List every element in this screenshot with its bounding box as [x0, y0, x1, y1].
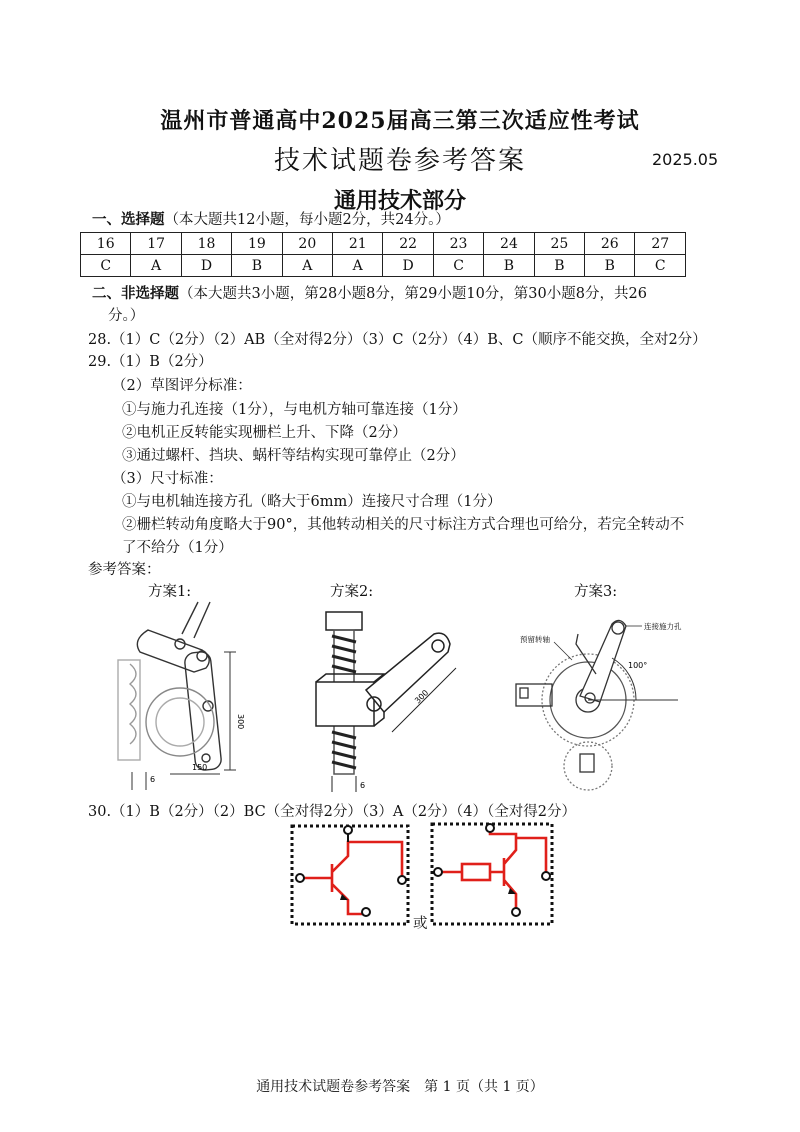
exam-date: 2025.05 — [652, 150, 719, 169]
table-cell: 18 — [181, 233, 231, 255]
link-bar — [137, 630, 209, 672]
table-cell: 24 — [484, 233, 534, 255]
small-gear-shaft — [580, 754, 594, 772]
pivot-hole — [175, 639, 185, 649]
scheme1-dim-a: 300 — [236, 714, 245, 730]
resistor — [462, 864, 490, 880]
table-cell: C — [635, 255, 686, 277]
table-row-answers — [81, 255, 686, 277]
part2-heading-line — [92, 282, 647, 303]
table-cell: A — [131, 255, 181, 277]
q29-line2: （2）草图评分标准： — [112, 378, 252, 394]
scheme3-label-a: 预留转轴 — [520, 635, 550, 644]
table-cell: B — [232, 255, 282, 277]
table-cell: 25 — [534, 233, 584, 255]
scheme2-caption: 方案2: — [330, 584, 374, 600]
scheme3-caption: 方案3: — [574, 584, 618, 600]
q29-line7: ①与电机轴连接方孔（略大于6mm）连接尺寸合理（1分） — [122, 494, 502, 510]
page-footer: 通用技术试题卷参考答案 第 1 页（共 1 页） — [256, 1079, 544, 1095]
q28-answer: 28.（1）C（2分）（2）AB（全对得2分）（3）C（2分）（4）B、C（顺序不能交换，全对2分） — [88, 332, 707, 348]
screw-cap — [326, 612, 362, 630]
gear-hub — [156, 698, 204, 746]
scheme1-dim-b: 150 — [192, 763, 208, 772]
part1-note: （本大题共12小题，每小题2分，共24分。） — [164, 212, 450, 228]
motor-shaft — [516, 684, 552, 706]
lever-arm — [366, 633, 450, 712]
q29-line5: ③通过螺杆、挡块、蜗杆等结构实现可靠停止（2分） — [122, 448, 465, 464]
scheme1-caption: 方案1: — [148, 584, 192, 600]
table-cell: A — [333, 255, 383, 277]
scheme2-dim-c: 6 — [360, 781, 366, 790]
terminal-dot — [486, 824, 494, 832]
terminal-dot — [398, 876, 406, 884]
part1-heading-line — [92, 208, 450, 229]
scheme3-diagram — [508, 604, 688, 794]
red-wiring — [304, 842, 402, 914]
terminal-dot — [434, 868, 442, 876]
q29-line8: ②栅栏转动角度略大于90°，其他转动相关的尺寸标注方式合理也可给分，若完全转动不 — [122, 517, 685, 533]
answer-key-title: 技术试题卷参考答案 — [273, 146, 526, 176]
table-cell: C — [433, 255, 483, 277]
terminal-dot — [512, 908, 520, 916]
scheme2-diagram — [296, 604, 476, 792]
worm-housing — [118, 660, 140, 760]
worm-screw — [130, 664, 136, 744]
support-arm — [182, 602, 210, 638]
q29-line1: 29.（1）B（2分） — [88, 354, 213, 370]
exam-title: 温州市普通高中2025届高三第三次适应性考试 — [160, 108, 640, 134]
table-cell: 20 — [282, 233, 332, 255]
table-cell: 23 — [433, 233, 483, 255]
part1-heading: 一、选择题 — [92, 211, 165, 228]
scheme1-diagram — [110, 594, 270, 790]
table-cell: 21 — [333, 233, 383, 255]
table-cell: 26 — [585, 233, 635, 255]
q29-line6: （3）尺寸标准： — [112, 471, 223, 487]
terminal-dot — [344, 826, 352, 834]
or-label: 或 — [413, 916, 428, 932]
table-cell: D — [383, 255, 433, 277]
circuit-answer-1 — [288, 820, 414, 930]
pivot-hole — [202, 754, 210, 762]
scheme3-angle: 100° — [628, 661, 648, 670]
part2-heading: 二、非选择题 — [92, 285, 179, 302]
scheme1-dim-c: 6 — [150, 775, 156, 784]
dimension-line — [224, 652, 236, 770]
table-cell: A — [282, 255, 332, 277]
scheme2-dim-a: 300 — [413, 688, 431, 706]
terminal-dot — [296, 874, 304, 882]
terminal-dot — [542, 872, 550, 880]
table-cell: 17 — [131, 233, 181, 255]
q29-line3: ①与施力孔连接（1分），与电机方轴可靠连接（1分） — [122, 402, 467, 418]
section-title: 通用技术部分 — [333, 189, 466, 214]
shaft-lines — [332, 776, 356, 792]
q30-answer: 30.（1）B（2分）（2）BC（全对得2分）（3）A（2分）（4）（全对得2分） — [88, 804, 577, 820]
shaft-lines — [132, 772, 146, 790]
terminal-dot — [362, 908, 370, 916]
q29-line9: 了不给分（1分） — [122, 540, 233, 556]
table-cell: 16 — [81, 233, 131, 255]
table-cell: C — [81, 255, 131, 277]
table-cell: 19 — [232, 233, 282, 255]
table-cell: 27 — [635, 233, 686, 255]
circuit-answer-2 — [428, 818, 558, 930]
square-hole — [520, 688, 528, 698]
scheme3-label-b: 连接施力孔 — [644, 622, 682, 631]
q29-line4: ②电机正反转能实现栅栏上升、下降（2分） — [122, 425, 407, 441]
small-gear — [564, 742, 612, 790]
reference-answer-label: 参考答案： — [88, 562, 161, 578]
callout-line — [554, 642, 572, 660]
table-cell: B — [484, 255, 534, 277]
table-cell: D — [181, 255, 231, 277]
table-row-numbers — [81, 233, 686, 255]
part2-note: （本大题共3小题，第28小题8分，第29小题10分，第30小题8分，共26 — [179, 286, 647, 302]
part2-note-cont: 分。） — [108, 308, 145, 324]
table-cell: B — [534, 255, 584, 277]
red-wiring — [442, 832, 546, 908]
answer-table — [80, 232, 686, 277]
slider-block — [316, 682, 374, 726]
table-cell: B — [585, 255, 635, 277]
table-cell: 22 — [383, 233, 433, 255]
